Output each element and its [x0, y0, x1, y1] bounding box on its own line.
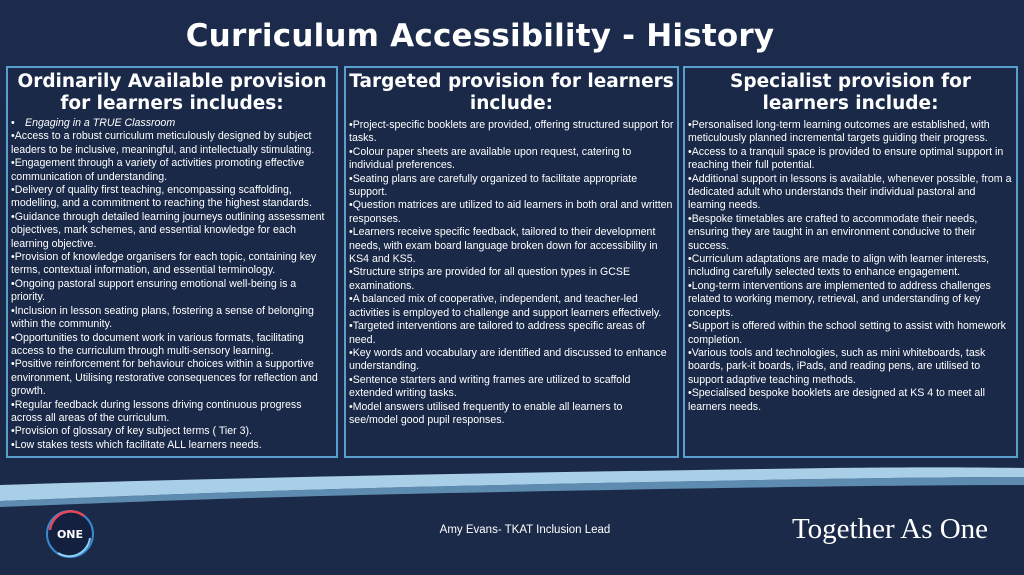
list-item: •Curriculum adaptations are made to align with learner interests, including carefully selected texts to enhance engagement. — [688, 253, 990, 279]
list-item: •Ongoing pastoral support ensuring emotional well-being is a priority. — [11, 277, 297, 304]
list-item: •Colour paper sheets are available upon request, catering to individual preferences. — [349, 145, 632, 172]
provision-list — [346, 119, 677, 427]
panel-specialist — [683, 66, 1018, 458]
list-item: •Structure strips are provided for all question types in GCSE examinations. — [349, 266, 631, 292]
list-item: •Various tools and technologies, such as mini whiteboards, task boards, park-it boards, iPads, and reading pens, are utilised to support adaptive teaching methods. — [688, 346, 986, 386]
list-item: •Seating plans are carefully organized to facilitate appropriate support. — [349, 172, 638, 199]
panel-targeted — [344, 66, 679, 458]
list-item: •Personalised long-term learning outcomes are established, with meticulously planned incremental targets guiding their progress. — [688, 119, 990, 145]
list-item: •Regular feedback during lessons driving continuous progress across all areas of the curriculum. — [11, 398, 302, 424]
one-logo — [44, 508, 96, 560]
list-item: •Key words and vocabulary are identified and discussed to enhance understanding. — [349, 346, 667, 373]
list-item: •Opportunities to document work in various formats, facilitating access to the curriculum through multi-sensory learning. — [11, 331, 304, 357]
list-item: •Sentence starters and writing frames are utilized to scaffold extended writing tasks. — [349, 373, 631, 400]
list-item: •Low stakes tests which facilitate ALL learners needs. — [11, 438, 262, 451]
list-item: •A balanced mix of cooperative, independent, and teacher-led activities is employed to challenge and support learners effectively. — [349, 293, 662, 319]
list-item: •Project-specific booklets are provided, offering structured support for tasks. — [349, 119, 674, 145]
list-item: •Provision of glossary of key subject terms ( Tier 3). — [11, 425, 252, 438]
list-item: •Learners receive specific feedback, tailored to their development needs, with exam board language broken down for accessibility in KS4 and KS5. — [349, 226, 658, 266]
list-item: •Guidance through detailed learning journeys outlining assessment objectives, mark schemes, and essential knowledge for each learning objective. — [11, 210, 325, 250]
list-item: •Targeted interventions are tailored to address specific areas of need. — [349, 320, 645, 346]
panel-heading: Targeted provision for learners include: — [349, 71, 674, 114]
list-item: •Engagement through a variety of activities promoting effective communication of understanding. — [11, 157, 305, 183]
footer-motto: Together As One — [791, 513, 989, 545]
list-item: •Delivery of quality first teaching, encompassing scaffolding, modelling, and a commitment to reaching the highest standards. — [11, 184, 312, 210]
panel-heading: Ordinarily Available provision for learners includes: — [17, 71, 327, 114]
list-item: •Model answers utilised frequently to enable all learners to see/model good pupil responses. — [349, 400, 623, 426]
list-item: •Support is offered within the school setting to assist with homework completion. — [688, 320, 1006, 346]
slide-title: Curriculum Accessibility - History — [185, 18, 775, 54]
list-item: •Positive reinforcement for behaviour choices within a supportive environment, Utilising restorative consequences for reflection and growth. — [11, 358, 318, 398]
list-item: •Provision of knowledge organisers for each topic, containing key terms, contextual information, and essential terminology. — [11, 251, 317, 277]
list-item: •Access to a robust curriculum meticulously designed by subject leaders to be inclusive, meaningful, and intellectually stimulating. — [11, 130, 315, 156]
provision-list — [8, 117, 336, 452]
list-item: •Question matrices are utilized to aid learners in both oral and written responses. — [349, 199, 673, 225]
provision-list — [685, 119, 1016, 414]
list-item: •Additional support in lessons is available, whenever possible, from a dedicated adult who understands their individual pastoral and learning needs. — [688, 172, 1012, 212]
panel-heading: Specialist provision for learners include: — [730, 71, 971, 114]
decorative-wave — [0, 455, 1024, 515]
list-item: •Inclusion in lesson seating plans, fostering a sense of belonging within the community. — [11, 304, 314, 331]
list-item: •Long-term interventions are implemented to address challenges related to working memory, retrieval, and understanding of key concepts. — [688, 279, 991, 319]
list-item: •Access to a tranquil space is provided to ensure optimal support in reaching their full potential. — [688, 145, 1004, 172]
panel-ordinarily-available — [6, 66, 338, 458]
list-subheading: • Engaging in a TRUE Classroom — [11, 117, 333, 130]
list-item: •Bespoke timetables are crafted to accommodate their needs, ensuring they are taught in an environment conducive to their success. — [688, 212, 978, 252]
footer-author: Amy Evans- TKAT Inclusion Lead — [439, 524, 611, 536]
list-item: •Specialised bespoke booklets are designed at KS 4 to meet all learners needs. — [688, 387, 985, 413]
logo-text: ONE — [56, 528, 84, 541]
